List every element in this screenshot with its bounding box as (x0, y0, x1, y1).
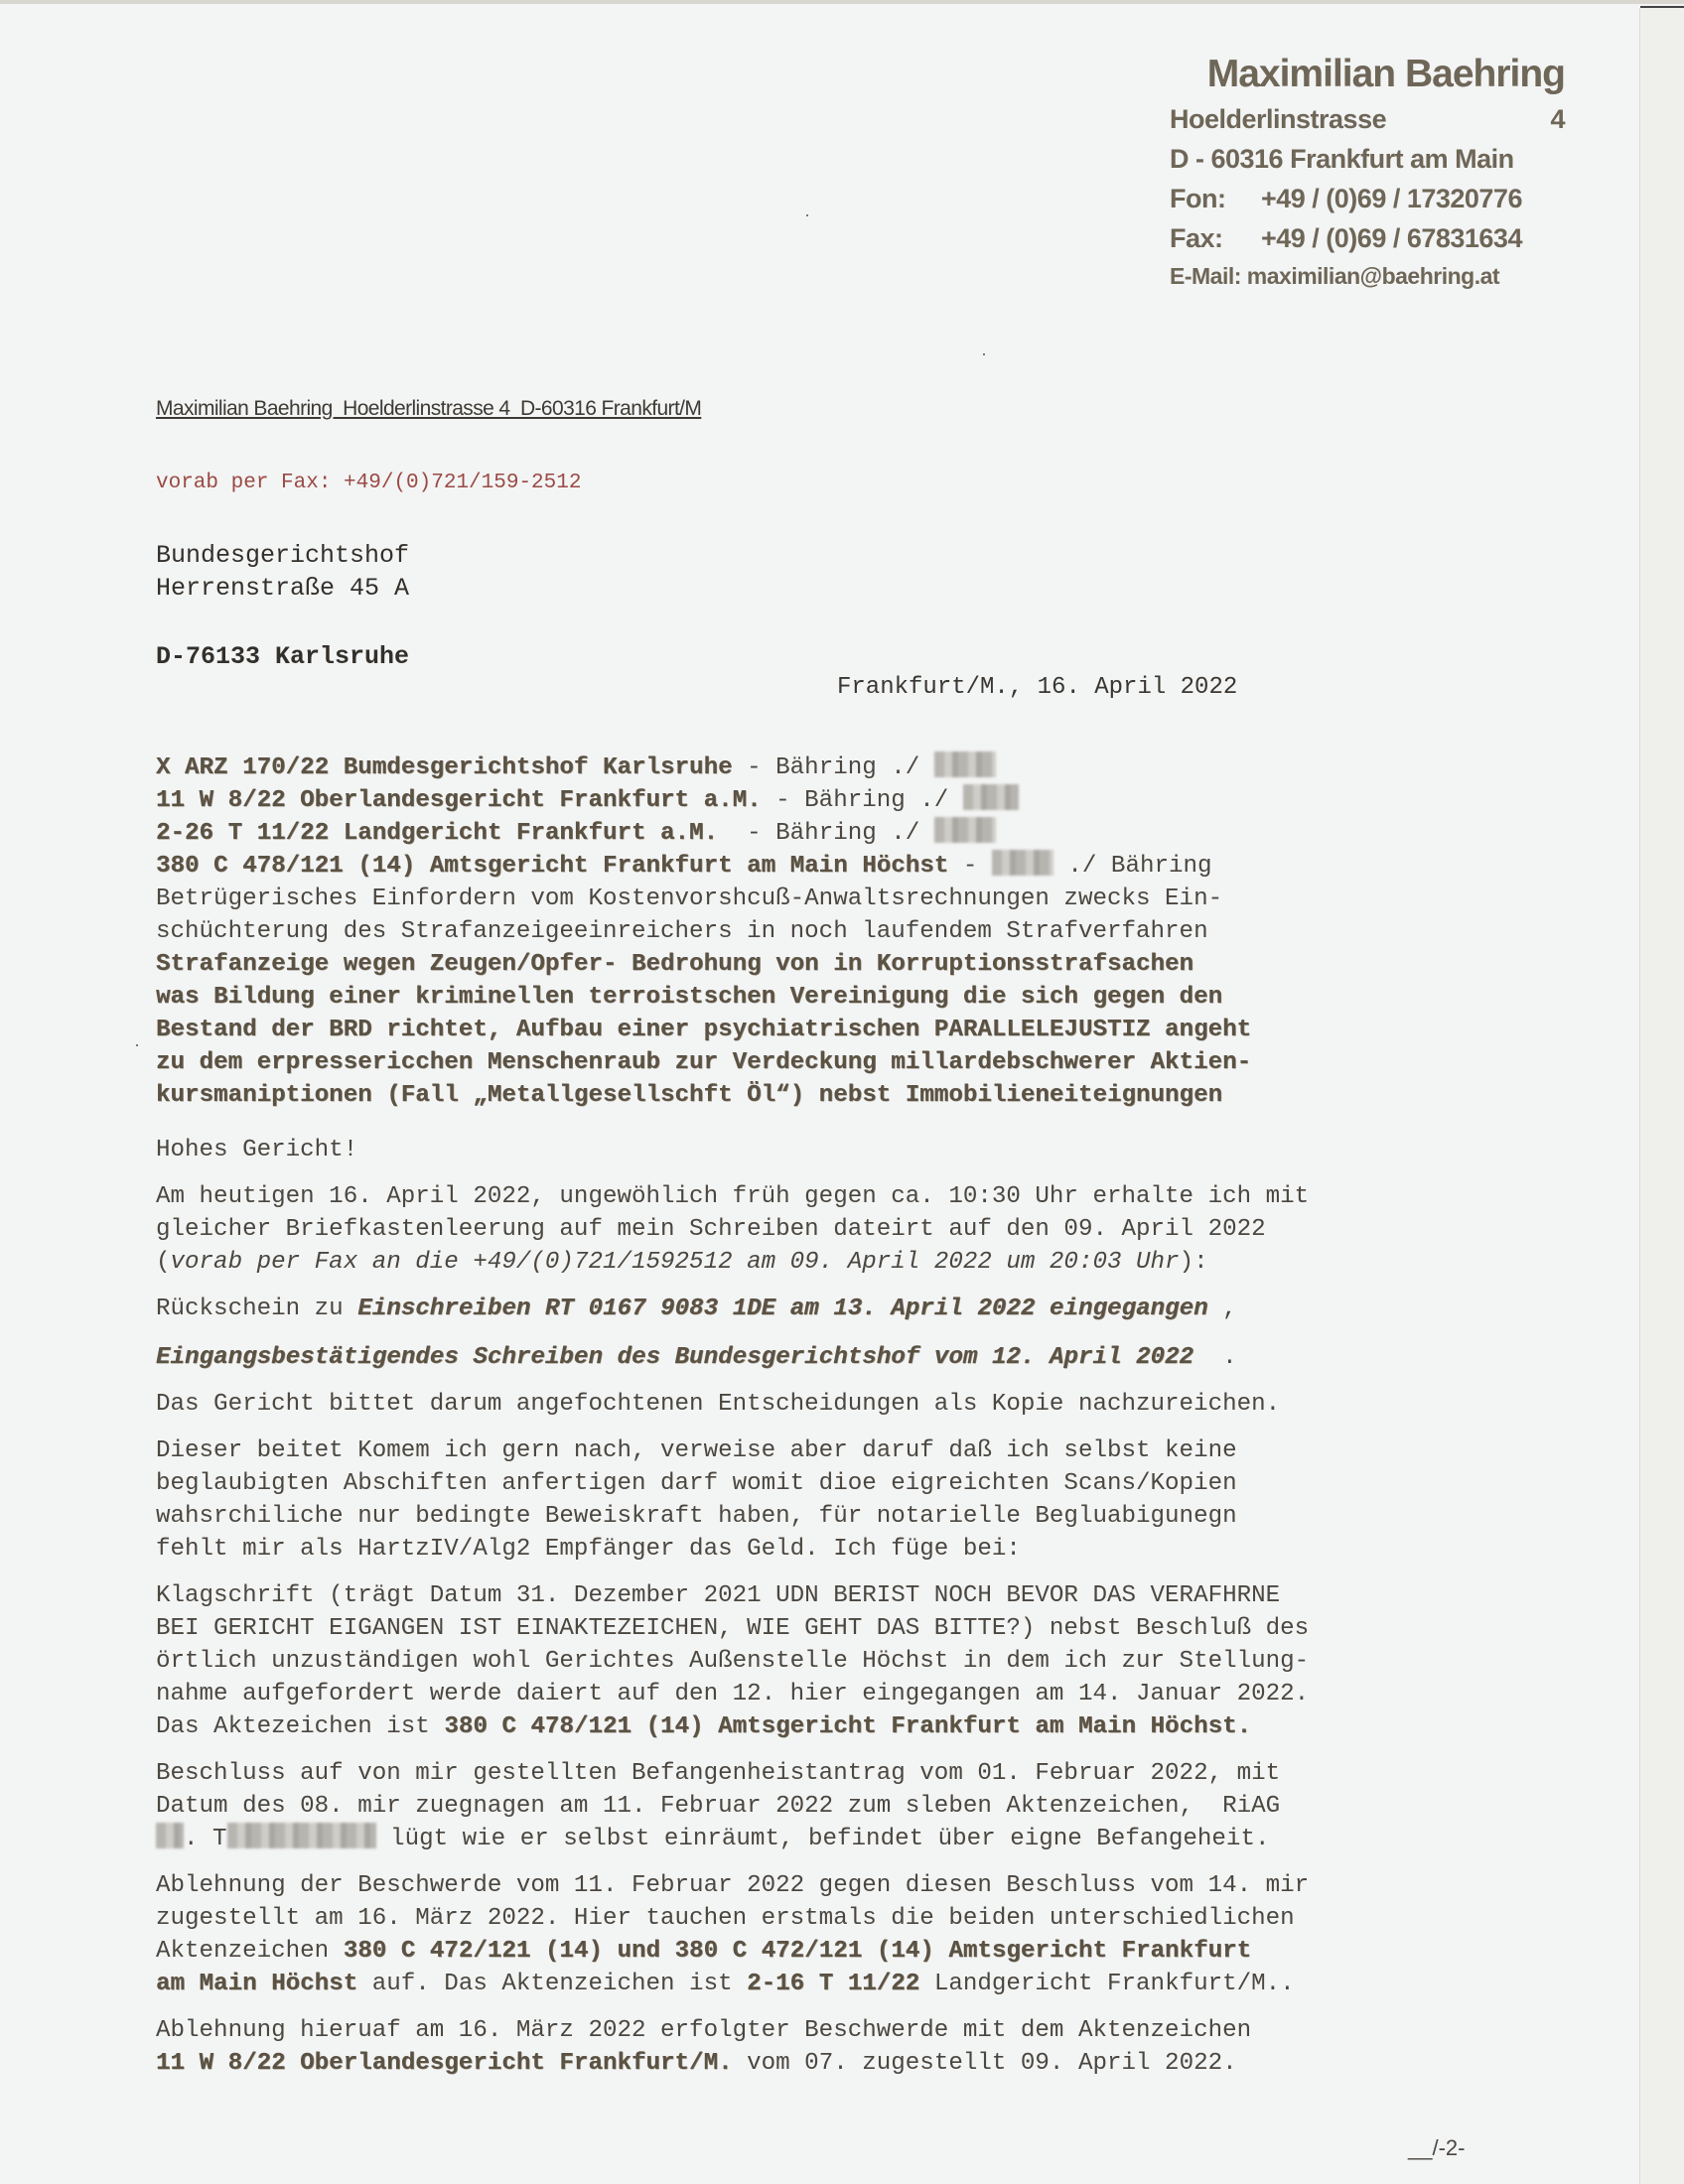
subject-line: schüchterung des Strafanzeigeeinreichers in noch laufendem Strafverfahren (156, 918, 1208, 945)
fax-notice: vorab per Fax: +49/(0)721/159-2512 (156, 472, 582, 494)
case-parties: - Bähring ./ (732, 754, 934, 781)
subject-block (156, 883, 1491, 1112)
text: auf. Das Aktenzeichen ist (357, 1971, 748, 1997)
recipient-street: Herrenstraße 45 A (156, 574, 410, 603)
case-ref-number: 2-26 T 11/22 Landgericht Frankfurt a.M. (156, 820, 733, 847)
paragraph (156, 1869, 1491, 2000)
text: Aktenzeichen (156, 1938, 344, 1965)
paragraph (156, 1579, 1491, 1743)
subject-line-bold: kursmaniptionen (Fall „Metallgesellschft Öl“) nebst Immobilieneiteignungen (156, 1082, 1223, 1109)
paragraph-line: Am heutigen 16. April 2022, ungewöhlich früh gegen ca. 10:30 Uhr erhalte ich mit (156, 1183, 1310, 1210)
paragraph-line (156, 1246, 1491, 1279)
scan-speck (136, 1044, 138, 1046)
paragraph (156, 2014, 1491, 2080)
paragraph-line: BEI GERICHT EIGANGEN IST EINAKTEZEICHEN, WIE GEHT DAS BITTE?) nebst Beschluß des (156, 1615, 1310, 1642)
paren: ): (1179, 1249, 1208, 1276)
sender-return-address: Maximilian Baehring Hoelderlinstrasse 4 D-60316 Frankfurt/M (156, 397, 702, 420)
redacted-name (934, 751, 996, 777)
letterhead-email: E-Mail: maximilian@baehring.at (1170, 263, 1500, 289)
paragraph-line: fehlt mir als HartzIV/Alg2 Empfänger das Geld. Ich füge bei: (156, 1536, 1021, 1563)
confirmation-line (156, 1341, 1491, 1374)
subject-line-bold: Strafanzeige wegen Zeugen/Opfer- Bedrohung von in Korruptionsstrafsachen (156, 951, 1194, 978)
confirmation-reference: Eingangsbestätigendes Schreiben des Bundesgerichtshof vom 12. April 2022 (156, 1344, 1194, 1371)
paragraph-line: Datum des 08. mir zuegnagen am 11. Februar 2022 zum sleben Aktenzeichen, RiAG (156, 1793, 1281, 1820)
case-ref-number: 380 C 478/121 (14) Amtsgericht Frankfurt am Main Höchst (156, 853, 949, 880)
letterhead (1170, 50, 1565, 294)
scan-top-edge (0, 0, 1684, 4)
letterhead-house-number: 4 (1550, 104, 1565, 134)
redacted-name (934, 817, 996, 843)
letterhead-fax: +49 / (0)69 / 67831634 (1261, 223, 1522, 253)
text: lügt wie er selbst einräumt, befindet über eigne Befangeheit. (375, 1826, 1270, 1852)
letterhead-fax-row (1170, 218, 1565, 258)
case-reference (156, 751, 1491, 784)
letter-date: Frankfurt/M., 16. April 2022 (837, 674, 1238, 701)
fax-reference: vorab per Fax an die +49/(0)721/1592512 am 09. April 2022 um 20:03 Uhr (170, 1249, 1180, 1276)
case-ref-number: am Main Höchst (156, 1971, 358, 1997)
case-reference (156, 817, 1491, 850)
letterhead-phone-row (1170, 179, 1565, 218)
recipient-city: D-76133 Karlsruhe (156, 642, 410, 671)
letter-body (156, 751, 1491, 2080)
paragraph (156, 1434, 1491, 1566)
paragraph (156, 1180, 1491, 1279)
subject-line: Betrügerisches Einfordern vom Kostenvorshcuß-Anwaltsrechnungen zwecks Ein- (156, 886, 1223, 912)
case-ref-number: 11 W 8/22 Oberlandesgericht Frankfurt a.M. (156, 787, 762, 814)
case-ref-number: 380 C 478/121 (14) Amtsgericht Frankfurt am Main Höchst. (444, 1713, 1252, 1740)
letterhead-phone: +49 / (0)69 / 17320776 (1261, 184, 1522, 213)
paragraph-line (156, 1968, 1491, 2000)
case-parties: - Bähring ./ (761, 787, 963, 814)
scan-speck (806, 214, 808, 216)
paragraph-line (156, 1710, 1491, 1743)
case-ref-number: 11 W 8/22 Oberlandesgericht Frankfurt/M. (156, 2050, 733, 2077)
text: vom 07. zugestellt 09. April 2022. (732, 2050, 1237, 2077)
subject-line-bold: was Bildung einer kriminellen terroistschen Vereinigung die sich gegen den (156, 984, 1223, 1011)
receipt-prefix: Rückschein zu (156, 1296, 358, 1322)
case-reference (156, 784, 1491, 817)
scan-speck (983, 353, 985, 355)
redacted-name (963, 784, 1019, 810)
scan-paper-edge (1639, 8, 1684, 2184)
registered-mail-reference: Einschreiben RT 0167 9083 1DE am 13. April 2022 eingegangen (357, 1296, 1208, 1322)
case-ref-number: 2-16 T 11/22 (747, 1971, 920, 1997)
text: . T (184, 1826, 227, 1852)
receipt-line (156, 1293, 1491, 1325)
case-parties: - (948, 853, 992, 880)
redacted-name (156, 1823, 184, 1848)
text: Landgericht Frankfurt/M.. (919, 1971, 1295, 1997)
paragraph-line: zugestellt am 16. März 2022. Hier tauchen erstmals die beiden unterschiedlichen (156, 1905, 1295, 1932)
letterhead-city: D - 60316 Frankfurt am Main (1170, 144, 1514, 174)
paragraph-line (156, 1823, 1491, 1855)
receipt-suffix: , (1207, 1296, 1237, 1322)
paragraph-line: Dieser beitet Komem ich gern nach, verweise aber daruf daß ich selbst keine (156, 1437, 1237, 1464)
paragraph-line: wahsrchiliche nur bedingte Beweiskraft haben, für notarielle Begluabigunegn (156, 1503, 1237, 1530)
paren: ( (156, 1249, 171, 1276)
paragraph-line (156, 1935, 1491, 1968)
paragraph-line: gleicher Briefkastenleerung auf mein Schreiben dateirt auf den 09. April 2022 (156, 1216, 1266, 1243)
paragraph-line (156, 2047, 1491, 2080)
case-parties: ./ Bähring (1052, 853, 1212, 880)
paragraph (156, 1757, 1491, 1855)
letterhead-fax-label: Fax: (1170, 223, 1223, 253)
salutation: Hohes Gericht! (156, 1137, 358, 1163)
case-reference (156, 850, 1491, 883)
page-continuation-marker: __/-2- (1408, 2135, 1466, 2160)
letterhead-phone-label: Fon: (1170, 184, 1226, 213)
subject-line-bold: zu dem erpressericchen Menschenraub zur Verdeckung millardebschwerer Aktien- (156, 1049, 1252, 1076)
case-ref-number: 380 C 472/121 (14) und 380 C 472/121 (14) Amtsgericht Frankfurt (343, 1938, 1252, 1965)
paragraph-line: Ablehnung der Beschwerde vom 11. Februar 2022 gegen diesen Beschluss vom 14. mir (156, 1872, 1310, 1899)
case-ref-number: X ARZ 170/22 Bumdesgerichtshof Karlsruhe (156, 754, 733, 781)
paragraph-line: örtlich unzuständigen wohl Gerichtes Außenstelle Höchst in dem ich zur Stellung- (156, 1648, 1310, 1675)
text: Das Aktezeichen ist (156, 1713, 445, 1740)
case-parties: - Bähring ./ (732, 820, 934, 847)
paragraph: Das Gericht bittet darum angefochtenen Entscheidungen als Kopie nachzureichen. (156, 1391, 1281, 1418)
letterhead-name: Maximilian Baehring (1206, 53, 1565, 95)
paragraph-line: nahme aufgefordert werde daiert auf den 12. hier eingegangen am 14. Januar 2022. (156, 1681, 1310, 1707)
redacted-name (227, 1823, 376, 1848)
paragraph-line: beglaubigten Abschiften anfertigen darf womit dioe eigreichten Scans/Kopien (156, 1470, 1237, 1497)
confirmation-suffix: . (1193, 1344, 1237, 1371)
letterhead-street: Hoelderlinstrasse (1170, 104, 1387, 134)
redacted-name (992, 850, 1053, 876)
subject-line-bold: Bestand der BRD richtet, Aufbau einer psychiatrischen PARALLELEJUSTIZ angeht (156, 1017, 1252, 1043)
recipient-name: Bundesgerichtshof (156, 541, 410, 570)
letterhead-street-row (1170, 99, 1565, 139)
paragraph-line: Ablehnung hieruaf am 16. März 2022 erfolgter Beschwerde mit dem Aktenzeichen (156, 2017, 1252, 2044)
paragraph-line: Beschluss auf von mir gestellten Befangenheistantrag vom 01. Februar 2022, mit (156, 1760, 1281, 1787)
case-reference-block (156, 751, 1491, 883)
paragraph-line: Klagschrift (trägt Datum 31. Dezember 2021 UDN BERIST NOCH BEVOR DAS VERAFHRNE (156, 1582, 1281, 1609)
